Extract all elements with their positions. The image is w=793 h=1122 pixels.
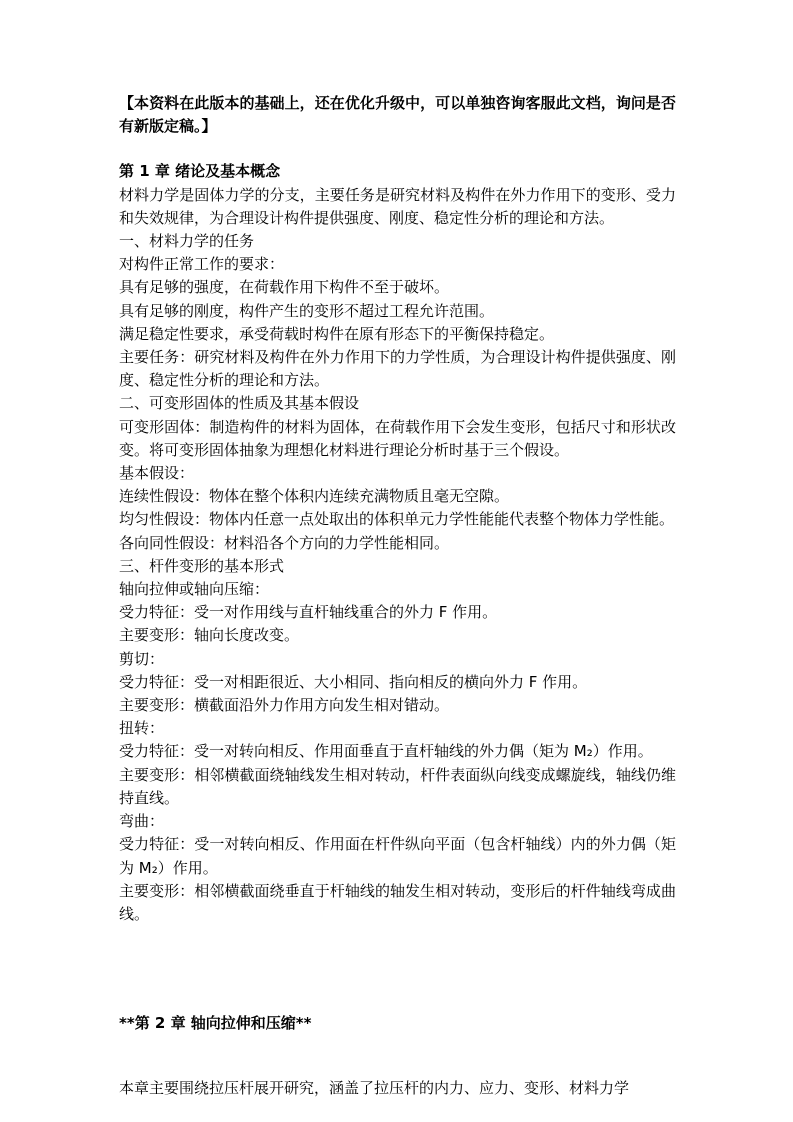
paragraph: 受力特征：受一对转向相反、作用面在杆件纵向平面（包含杆轴线）内的外力偶（矩为 M₂）作用。	[119, 835, 676, 877]
paragraph: 弯曲：	[119, 812, 165, 831]
paragraph: 满足稳定性要求，承受荷载时构件在原有形态下的平衡保持稳定。	[119, 324, 555, 343]
paragraph: 材料力学是固体力学的分支，主要任务是研究材料及构件在外力作用下的变形、受力和失效规律，为合理设计构件提供强度、刚度、稳定性分析的理论和方法。	[119, 185, 676, 227]
chapter-2-title: **第 2 章 轴向拉伸和压缩**	[119, 1014, 312, 1033]
paragraph: 主要任务：研究材料及构件在外力作用下的力学性质，为合理设计构件提供强度、刚度、稳定性分析的理论和方法。	[119, 348, 676, 390]
paragraph: 具有足够的强度，在荷载作用下构件不至于破坏。	[119, 278, 450, 297]
paragraph: 扭转：	[119, 719, 165, 738]
chapter-1-section	[119, 160, 676, 926]
paragraph: 三、杆件变形的基本形式	[119, 556, 285, 575]
paragraph: 主要变形：轴向长度改变。	[119, 626, 300, 645]
paragraph: 剪切：	[119, 649, 165, 668]
paragraph: 受力特征：受一对作用线与直杆轴线重合的外力 F 作用。	[119, 603, 498, 622]
paragraph: 基本假设：	[119, 464, 195, 483]
paragraph: 主要变形：横截面沿外力作用方向发生相对错动。	[119, 696, 450, 715]
notice-paragraph: 【本资料在此版本的基础上，还在优化升级中，可以单独咨询客服此文档，询问是否有新版定稿。】	[119, 94, 676, 136]
chapter-1-title: 第 1 章 绪论及基本概念	[119, 162, 281, 181]
paragraph: 二、可变形固体的性质及其基本假设	[119, 394, 360, 413]
paragraph: 对构件正常工作的要求：	[119, 255, 285, 274]
paragraph: 均匀性假设：物体内任意一点处取出的体积单元力学性能能代表整个物体力学性能。	[119, 510, 675, 529]
paragraph: 可变形固体：制造构件的材料为固体，在荷载作用下会发生变形，包括尺寸和形状改变。将可变形固体抽象为理想化材料进行理论分析时基于三个假设。	[119, 417, 676, 459]
paragraph: 具有足够的刚度，构件产生的变形不超过工程允许范围。	[119, 301, 495, 320]
document-body	[119, 92, 676, 1101]
paragraph: 受力特征：受一对转向相反、作用面垂直于直杆轴线的外力偶（矩为 M₂）作用。	[119, 742, 653, 761]
paragraph: 轴向拉伸或轴向压缩：	[119, 580, 270, 599]
chapter-1-body	[119, 184, 676, 927]
paragraph: 各向同性假设：材料沿各个方向的力学性能相同。	[119, 533, 450, 552]
paragraph: 连续性假设：物体在整个体积内连续充满物质且毫无空隙。	[119, 487, 510, 506]
paragraph: 主要变形：相邻横截面绕垂直于杆轴线的轴发生相对转动，变形后的杆件轴线弯成曲线。	[119, 881, 676, 923]
paragraph: 主要变形：相邻横截面绕轴线发生相对转动，杆件表面纵向线变成螺旋线，轴线仍维持直线。	[119, 765, 676, 807]
paragraph: 一、材料力学的任务	[119, 232, 255, 251]
chapter-2-intro: 本章主要围绕拉压杆展开研究，涵盖了拉压杆的内力、应力、变形、材料力学	[119, 1079, 630, 1098]
paragraph: 受力特征：受一对相距很近、大小相同、指向相反的横向外力 F 作用。	[119, 672, 588, 691]
